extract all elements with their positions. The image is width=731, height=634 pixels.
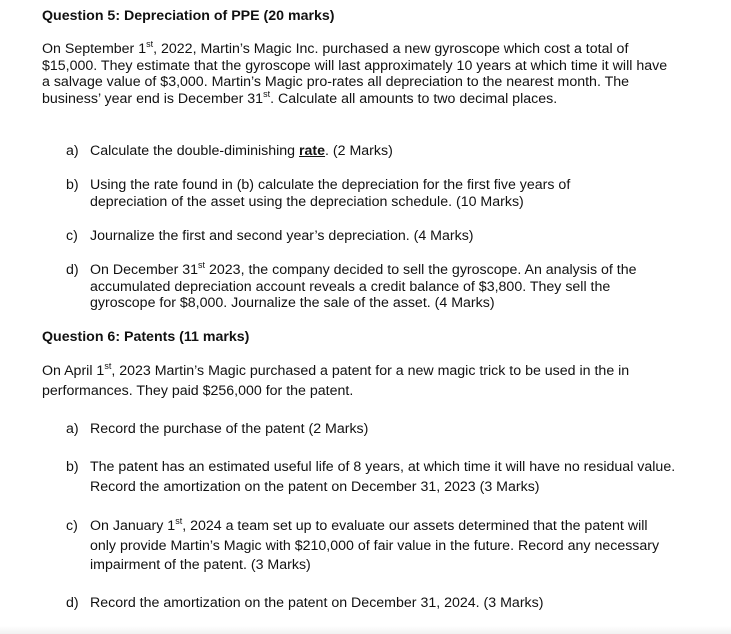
q5-item-a-text-post: . (2 Marks) — [325, 143, 393, 159]
q6-item-b-label: b) — [66, 459, 79, 475]
q5-item-a — [66, 143, 678, 160]
q5-intro-text-1: On September 1 — [42, 41, 147, 57]
q5-intro-paragraph — [42, 41, 672, 107]
q6-intro-paragraph — [42, 362, 682, 401]
q5-item-d-text-1: On December 31 — [90, 262, 199, 278]
q6-item-c-label: c) — [66, 518, 78, 534]
q6-item-d-label: d) — [66, 595, 79, 611]
q5-item-d — [66, 262, 666, 312]
q5-item-c-text: Journalize the first and second year’s depreciation. (4 Marks) — [90, 228, 474, 244]
q6-item-a-text: Record the purchase of the patent (2 Marks) — [90, 421, 369, 437]
page-bottom-edge — [0, 626, 731, 634]
q5-item-a-label: a) — [66, 143, 79, 159]
q5-item-a-emphasis: rate — [299, 143, 326, 159]
q5-item-b-label: b) — [66, 177, 79, 193]
q6-item-c-sup: st — [175, 516, 183, 526]
q5-item-d-text — [90, 262, 666, 312]
q6-item-c-text-1: On January 1 — [90, 518, 176, 534]
q5-item-d-sup: st — [198, 260, 206, 270]
q6-item-d-text: Record the amortization on the patent on December 31, 2024. (3 Marks) — [90, 595, 544, 611]
q5-item-a-text-pre: Calculate the double-diminishing — [90, 143, 299, 159]
q6-intro-text-1: On April 1 — [42, 363, 105, 379]
q6-intro-text-2: , 2023 Martin’s Magic purchased a patent for a new magic trick to be used in the in performances. They paid $256,000 for the patent. — [42, 363, 630, 399]
q5-item-d-label: d) — [66, 262, 79, 278]
q6-item-b — [66, 458, 676, 497]
q6-intro-sup-1: st — [104, 361, 112, 371]
q6-item-c-text-2: , 2024 a team set up to evaluate our assets determined that the patent will only provide Martin’s Magic with $210,000 of fair value in the future. Record any necessary impairment of the patent. (3 Marks) — [90, 518, 660, 573]
q6-item-a-label: a) — [66, 421, 79, 437]
q6-heading: Question 6: Patents (11 marks) — [42, 329, 250, 345]
q6-item-b-text: The patent has an estimated useful life of 8 years, at which time it will have no residual value. Record the amortization on the patent on December 31, 2023 (3 Marks) — [90, 459, 676, 495]
q6-item-c — [66, 517, 666, 576]
q5-item-b-text: Using the rate found in (b) calculate the depreciation for the first five years of depreciation of the asset using the depreciation schedule. (10 Marks) — [90, 177, 571, 210]
q6-item-c-text — [90, 517, 666, 576]
q5-intro-text-2: , 2022, Martin’s Magic Inc. purchased a new gyroscope which cost a total of $15,000. They estimate that the gyroscope will last approximately 10 years at which time it will have a salvage value of $3,000. Martin’s Magic pro-rates all depreciation to the nearest month. The business’ year end is December 31 — [42, 41, 668, 107]
q5-intro-sup-1: st — [146, 39, 154, 49]
q5-item-c-label: c) — [66, 228, 78, 244]
q5-item-a-text — [90, 143, 678, 160]
q5-item-c — [66, 228, 678, 245]
q5-intro-text-3: . Calculate all amounts to two decimal places. — [270, 90, 558, 107]
q5-item-b — [66, 177, 626, 210]
q6-item-a — [66, 420, 678, 440]
q5-heading: Question 5: Depreciation of PPE (20 marks) — [42, 8, 335, 24]
q6-item-d — [66, 594, 678, 614]
q5-intro-sup-2: st — [263, 88, 271, 99]
q5-item-d-text-2: 2023, the company decided to sell the gyroscope. An analysis of the accumulated depreciation account reveals a credit balance of $3,800. They sell the gyroscope for $8,000. Journalize the sale of the asset. (4 Marks) — [90, 262, 637, 311]
